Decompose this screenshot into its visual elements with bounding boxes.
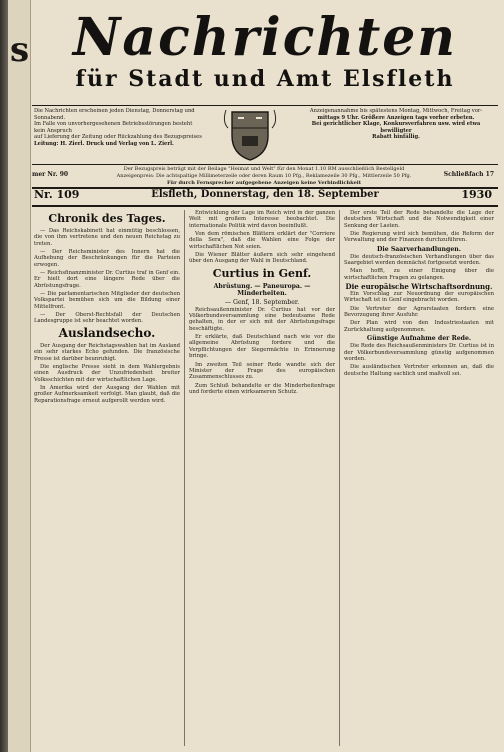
column-divider bbox=[339, 210, 340, 746]
section-heading: Auslandsecho. bbox=[58, 325, 156, 340]
column-1 bbox=[34, 210, 180, 406]
news-paragraph: Reichsaußenminister Dr. Curtius hat vor der Völkerbundsversammlung eine bedeutsame Rede gehalten, in der er sich mit der Abrüstungsfrage beschäftigte. bbox=[189, 306, 335, 332]
news-paragraph: Entwicklung der Lage im Reich wird in der ganzen Welt mit großem Interesse beobachtet. Die internationale Politik wird davon beeinflußt. bbox=[189, 210, 335, 229]
info-rule bbox=[32, 164, 498, 165]
news-paragraph: — Reichsfinanzminister Dr. Curtius traf in Genf ein. Er hielt dort eine längere Rede über die Abrüstungsfrage. bbox=[34, 270, 180, 289]
edition-number: mer Nr. 90 bbox=[32, 171, 69, 178]
price-line: Anzeigenpreis: Die achtspaltige Millimeterzeile oder deren Raum 10 Pfg., Reklamezeile 30 Pfg., Mittlerzeile 50 Pfg. bbox=[116, 173, 412, 179]
news-paragraph: Er erklärte, daß Deutschland nach wie vor die allgemeine Abrüstung fordere und die Verpflichtungen der Siegermächte in Erinnerung bringe. bbox=[189, 334, 335, 360]
publication-info-line: Leitung: H. Zierl. Druck und Verlag von L. Zierl. bbox=[34, 140, 174, 147]
section-heading: Chronik des Tages. bbox=[48, 212, 166, 225]
post-box-number: Schließfach 17 bbox=[443, 171, 494, 178]
news-paragraph: Die Wiener Blätter äußern sich sehr eingehend über den Ausgang der Wahl in Deutschland. bbox=[189, 252, 335, 265]
section-heading: Curtius in Genf. bbox=[212, 266, 312, 280]
news-paragraph: Zum Schluß behandelte er die Minderheitenfrage und forderte einen wirksameren Schutz. bbox=[189, 382, 335, 395]
news-paragraph: Der Ausgang der Reichstagswahlen hat im Ausland ein sehr starkes Echo gefunden. Die französische Presse ist darüber beunruhigt. bbox=[34, 342, 180, 362]
news-paragraph: Die Regierung wird sich bemühen, die Reform der Verwaltung und der Finanzen durchzuführen. bbox=[344, 231, 494, 244]
section-heading: Günstige Aufnahme der Rede. bbox=[366, 335, 472, 343]
newspaper-title: Nachrichten bbox=[72, 7, 458, 68]
column-3 bbox=[344, 210, 494, 379]
news-paragraph: — Der Oberst-Rechtsfall der Deutschen Landesgruppe ist sehr beachtet worden. bbox=[34, 312, 180, 325]
section-subheading: Abrüstung. — Paneuropa. — Minderheiten. bbox=[213, 282, 311, 297]
column-divider bbox=[184, 210, 185, 746]
book-binding bbox=[0, 0, 8, 752]
news-paragraph: Der Plan wird von den Industriestaaten mit Zurückhaltung aufgenommen. bbox=[344, 320, 494, 333]
news-paragraph: Im zweiten Teil seiner Rede wandte sich der Minister der Frage des europäischen Zusammenschlusses zu. bbox=[189, 361, 335, 381]
news-paragraph: In Amerika wird der Ausgang der Wahlen mit großer Aufmerksamkeit verfolgt. Man glaubt, daß die Reparationsfrage erneut aufgerollt werden wird. bbox=[34, 384, 180, 404]
price-line: Der Bezugspreis beträgt mit der Beilage "Heimat und Welt" für den Monat 1.10 RM ausschließlich Bestellgeld bbox=[123, 166, 405, 172]
dateline-rule-bottom bbox=[32, 205, 498, 207]
issue-date: Elsfleth, Donnerstag, den 18. September bbox=[151, 189, 379, 200]
news-paragraph: Von dem römischen Blättern erklärt der "Corriere della Sera", daß die Wahlen eine Folge der wirtschaftlichen Not seien. bbox=[189, 231, 335, 250]
dateline bbox=[32, 188, 498, 204]
news-paragraph: Die Vertreter der Agrarstaaten fordern eine Bevorzugung ihrer Ausfuhr. bbox=[344, 305, 494, 319]
issue-number: Nr. 109 bbox=[34, 188, 80, 201]
section-heading: Die europäische Wirtschaftsordnung. bbox=[345, 282, 493, 292]
advertising-info-line: Bei gerichtlicher Klage, Konkursverfahren usw. wird etwa bewilligter bbox=[311, 121, 481, 134]
news-paragraph: Die ausländischen Vertreter erkennen an, daß die deutsche Haltung sachlich und maßvoll sei. bbox=[344, 364, 494, 377]
news-paragraph: Man hofft, zu einer Einigung über die wirtschaftlichen Fragen zu gelangen. bbox=[344, 268, 494, 281]
advertising-info-box bbox=[298, 108, 494, 141]
news-paragraph: Der erste Teil der Rede behandelte die Lage der deutschen Wirtschaft und die Notwendigkeit einer Senkung der Lasten. bbox=[344, 210, 494, 229]
adjacent-page-edge bbox=[8, 0, 31, 752]
coat-of-arms-icon bbox=[218, 106, 282, 162]
news-paragraph: Ein Vorschlag zur Neuordnung der europäischen Wirtschaft ist in Genf eingebracht worden. bbox=[344, 291, 494, 304]
news-paragraph: Die deutsch-französischen Verhandlungen über das Saargebiet werden demnächst fortgesetzt werden. bbox=[344, 253, 494, 267]
advertising-info-line: Rabatt hinfällig. bbox=[372, 134, 420, 141]
issue-year: 1930 bbox=[461, 188, 492, 201]
adjacent-page-letter: s bbox=[10, 30, 30, 70]
news-paragraph: Die englische Presse sieht in dem Wahlergebnis einen Ausdruck der Unzufriedenheit breiter Volksschichten mit der wirtschaftlichen Lage. bbox=[34, 363, 180, 383]
publication-info-box bbox=[34, 108, 202, 148]
news-paragraph: — Der Reichsminister des Innern hat die Aufhebung der Beschränkungen für die Parteien erwogen. bbox=[34, 249, 180, 268]
masthead bbox=[32, 6, 498, 121]
publication-info-line: Im Falle von unvorhergesehenen Betriebsstörungen besteht kein Anspruch bbox=[34, 121, 193, 134]
newspaper-subtitle: für Stadt und Amt Elsfleth bbox=[75, 66, 455, 92]
section-heading: Die Saarverhandlungen. bbox=[377, 245, 461, 253]
news-paragraph: — Das Reichskabinett hat einmütig beschlossen, die von ihm vertretene und den neuen Reichstag zu treten. bbox=[34, 228, 180, 247]
publication-info-line: Die Nachrichten erscheinen jeden Dienstag, Donnerstag und Sonnabend. bbox=[34, 108, 195, 121]
price-line: Für durch Fernsprecher aufgegebene Anzeigen keine Verbindlichkeit bbox=[166, 180, 362, 186]
publication-info-line: auf Lieferung der Zeitung oder Rückzahlung des Bezugspreises bbox=[34, 134, 202, 141]
column-2 bbox=[189, 210, 335, 397]
article-dateline: — Genf, 18. September. bbox=[224, 298, 300, 306]
advertising-info-line: mittags 9 Uhr. Größere Anzeigen tags vorher erbeten. bbox=[317, 114, 475, 121]
newspaper-page bbox=[8, 0, 504, 752]
news-paragraph: — Die parlamentarischen Mitglieder der deutschen Volkspartei bemühen sich um die Bildung einer Mittelfront. bbox=[34, 291, 180, 310]
advertising-info-line: Anzeigenannahme bis spätestens Montag, Mittwoch, Freitag vor- bbox=[309, 108, 483, 114]
news-paragraph: Die Rede des Reichsaußenministers Dr. Curtius ist in der Völkerbundsversammlung günstig aufgenommen worden. bbox=[344, 343, 494, 362]
